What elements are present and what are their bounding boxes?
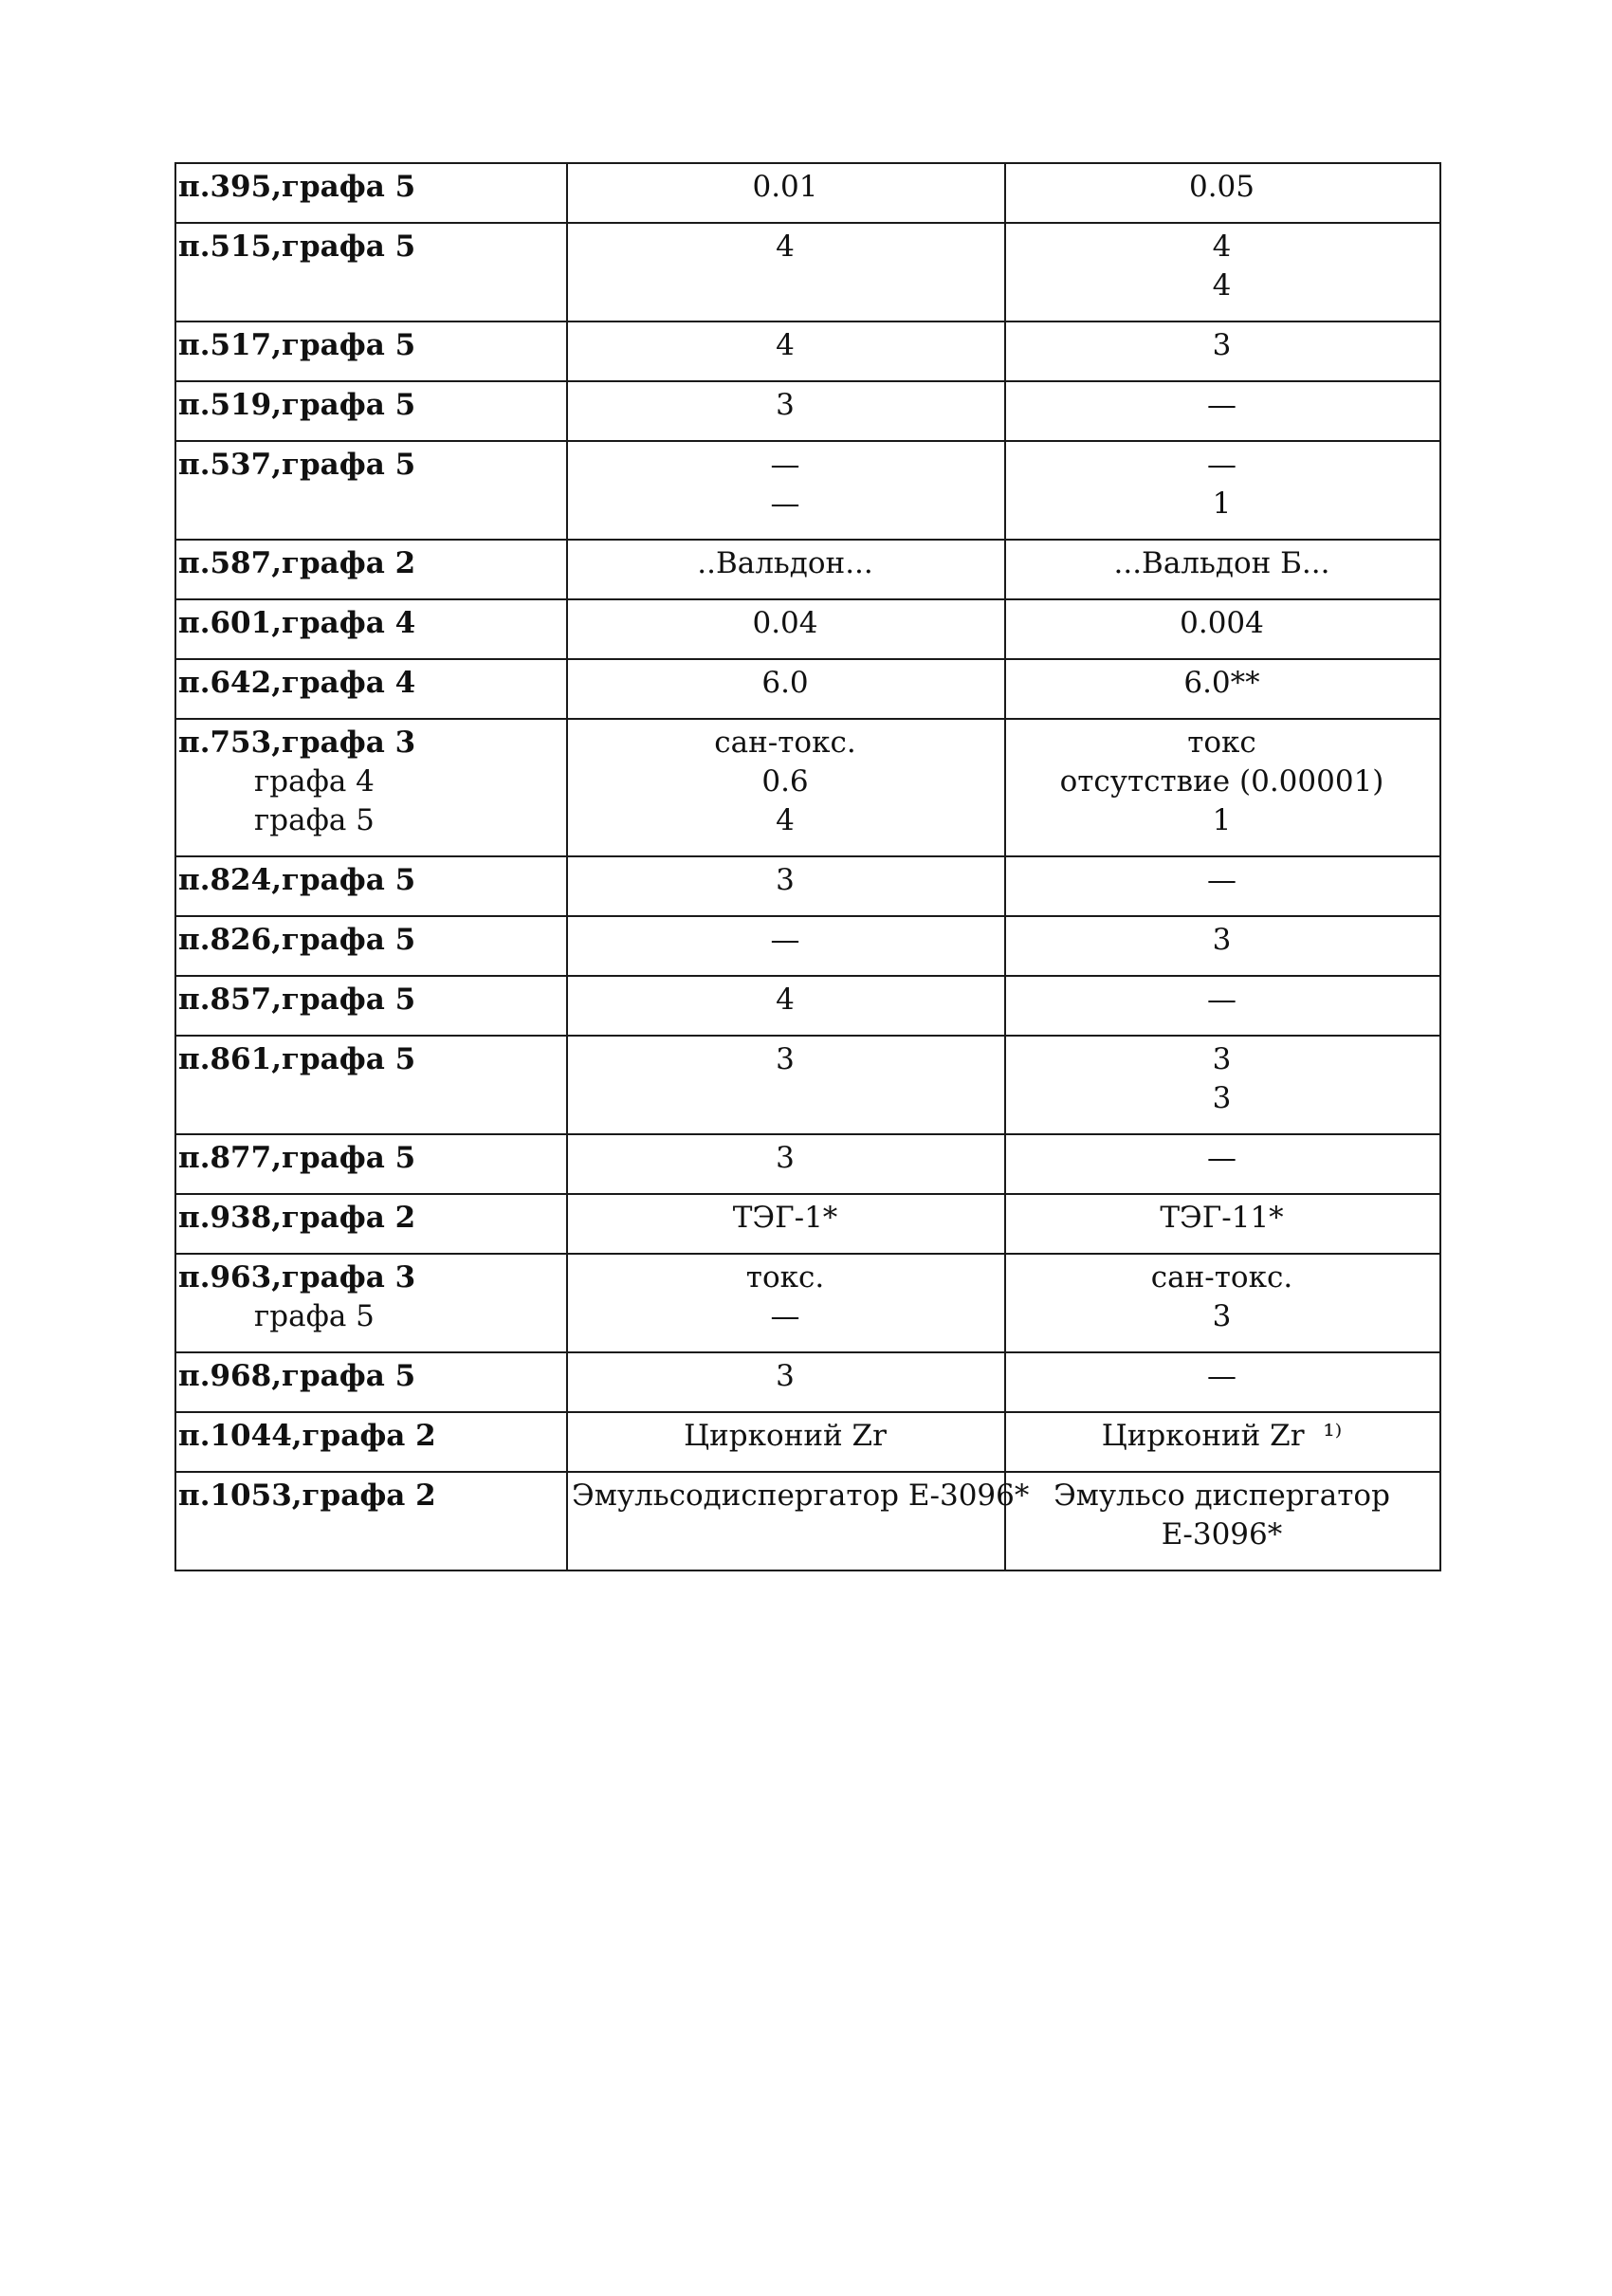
reference-cell <box>175 1412 567 1472</box>
new-value-cell <box>1005 1194 1440 1254</box>
table-row <box>175 659 1440 719</box>
new-value-line: 4 <box>1212 268 1232 303</box>
new-value-line: Эмульсо диспергатор <box>1053 1479 1390 1513</box>
old-value-line: — <box>770 448 800 482</box>
new-value-cell <box>1005 1036 1440 1134</box>
old-value-line: 3 <box>776 863 795 897</box>
old-value-cell <box>567 1036 1005 1134</box>
reference-cell <box>175 719 567 856</box>
new-value-line: 1 <box>1212 803 1232 837</box>
old-value-line: — <box>770 487 800 521</box>
new-value-line: 3 <box>1212 328 1232 362</box>
old-value-line: токс. <box>745 1260 825 1295</box>
reference-line: п.537,графа 5 <box>178 448 416 482</box>
new-value-line: 4 <box>1212 230 1232 264</box>
old-value-cell <box>567 856 1005 916</box>
reference-cell <box>175 1472 567 1570</box>
old-value-line: 3 <box>776 1141 795 1175</box>
new-value-cell <box>1005 223 1440 321</box>
old-value-cell <box>567 540 1005 599</box>
old-value-line: 3 <box>776 388 795 422</box>
reference-cell <box>175 1194 567 1254</box>
old-value-line: 4 <box>776 803 795 837</box>
table-row <box>175 381 1440 441</box>
table-row <box>175 321 1440 381</box>
new-value-cell <box>1005 1254 1440 1352</box>
old-value-cell <box>567 163 1005 223</box>
table-row <box>175 916 1440 976</box>
new-value-line: 3 <box>1212 923 1232 957</box>
new-value-cell <box>1005 163 1440 223</box>
reference-line: п.642,графа 4 <box>178 666 416 700</box>
old-value-cell <box>567 1472 1030 1570</box>
old-value-cell <box>567 1134 1005 1194</box>
reference-line: п.861,графа 5 <box>178 1042 416 1076</box>
new-value-line: 3 <box>1212 1042 1232 1076</box>
old-value-line: 3 <box>776 1042 795 1076</box>
reference-line: п.826,графа 5 <box>178 923 416 957</box>
old-value-line: ТЭГ-1* <box>732 1201 838 1235</box>
old-value-cell <box>567 659 1005 719</box>
table-row <box>175 1412 1440 1472</box>
reference-cell <box>175 1352 567 1412</box>
reference-line: п.857,графа 5 <box>178 983 416 1017</box>
reference-cell <box>175 856 567 916</box>
new-value-line: 0.004 <box>1180 606 1264 640</box>
reference-cell <box>175 659 567 719</box>
new-value-cell <box>1005 540 1440 599</box>
new-value-line: — <box>1207 1141 1236 1175</box>
old-value-cell <box>567 441 1005 540</box>
table-row <box>175 856 1440 916</box>
reference-line: п.517,графа 5 <box>178 328 416 362</box>
reference-line: п.601,графа 4 <box>178 606 416 640</box>
table-row <box>175 1194 1440 1254</box>
table-row <box>175 1254 1440 1352</box>
reference-line: п.515,графа 5 <box>178 230 416 264</box>
reference-line: графа 5 <box>254 803 375 837</box>
old-value-line: 4 <box>776 230 795 264</box>
new-value-cell <box>1005 659 1440 719</box>
table-row <box>175 540 1440 599</box>
old-value-line: Эмульсодиспергатор Е-3096* <box>572 1479 1030 1513</box>
table-row <box>175 599 1440 659</box>
new-value-line: Е-3096* <box>1161 1517 1283 1552</box>
new-value-line: 3 <box>1212 1081 1232 1115</box>
new-value-line: ...Вальдон Б... <box>1113 546 1330 580</box>
reference-line: графа 4 <box>254 764 375 799</box>
table-row <box>175 163 1440 223</box>
old-value-line: — <box>770 923 800 957</box>
new-value-cell <box>1005 1472 1440 1570</box>
table-row <box>175 1472 1440 1570</box>
reference-cell <box>175 163 567 223</box>
old-value-line: 4 <box>776 983 795 1017</box>
new-value-cell <box>1005 856 1440 916</box>
new-value-line: 0.05 <box>1188 170 1255 204</box>
new-value-cell <box>1005 321 1440 381</box>
old-value-line: Цирконий Zr <box>684 1419 887 1453</box>
reference-cell <box>175 1254 567 1352</box>
new-value-cell <box>1005 1134 1440 1194</box>
old-value-line: 0.01 <box>752 170 818 204</box>
reference-cell <box>175 916 567 976</box>
old-value-cell <box>567 976 1005 1036</box>
new-value-line: — <box>1207 448 1236 482</box>
new-value-cell <box>1005 719 1440 856</box>
old-value-line: сан-токс. <box>714 726 856 760</box>
reference-line: п.587,графа 2 <box>178 546 416 580</box>
reference-cell <box>175 321 567 381</box>
new-value-cell <box>1005 976 1440 1036</box>
reference-line: п.1053,графа 2 <box>178 1479 436 1513</box>
old-value-line: 6.0 <box>761 666 809 700</box>
reference-line: п.968,графа 5 <box>178 1359 416 1393</box>
amendments-table <box>174 162 1441 1571</box>
new-value-line: 6.0** <box>1183 666 1260 700</box>
reference-line: п.395,графа 5 <box>178 170 416 204</box>
old-value-cell <box>567 223 1005 321</box>
old-value-line: 4 <box>776 328 795 362</box>
new-value-cell <box>1005 1412 1440 1472</box>
old-value-cell <box>567 381 1005 441</box>
new-value-line: сан-токс. <box>1150 1260 1293 1295</box>
old-value-cell <box>567 599 1005 659</box>
new-value-cell <box>1005 916 1440 976</box>
reference-cell <box>175 976 567 1036</box>
new-value-line: — <box>1207 388 1236 422</box>
old-value-cell <box>567 1412 1005 1472</box>
reference-cell <box>175 381 567 441</box>
reference-cell <box>175 441 567 540</box>
table-row <box>175 223 1440 321</box>
old-value-cell <box>567 1194 1005 1254</box>
old-value-cell <box>567 1254 1005 1352</box>
table-row <box>175 441 1440 540</box>
reference-cell <box>175 1036 567 1134</box>
new-value-line: 1 <box>1212 487 1232 521</box>
reference-line: графа 5 <box>254 1299 375 1333</box>
table-row <box>175 719 1440 856</box>
reference-cell <box>175 223 567 321</box>
new-value-line: 3 <box>1212 1299 1232 1333</box>
new-value-line: Цирконий Zr ¹⁾ <box>1101 1419 1343 1453</box>
new-value-line: — <box>1207 983 1236 1017</box>
reference-line: п.1044,графа 2 <box>178 1419 436 1453</box>
old-value-line: ..Вальдон... <box>697 546 873 580</box>
amendments-table-body <box>175 163 1440 1570</box>
new-value-cell <box>1005 381 1440 441</box>
reference-cell <box>175 540 567 599</box>
old-value-cell <box>567 1352 1005 1412</box>
old-value-line: 0.6 <box>761 764 809 799</box>
new-value-cell <box>1005 1352 1440 1412</box>
new-value-cell <box>1005 599 1440 659</box>
table-row <box>175 1352 1440 1412</box>
reference-line: п.753,графа 3 <box>178 726 416 760</box>
old-value-line: 3 <box>776 1359 795 1393</box>
old-value-line: — <box>770 1299 800 1333</box>
old-value-cell <box>567 719 1005 856</box>
reference-line: п.938,графа 2 <box>178 1201 416 1235</box>
old-value-cell <box>567 916 1005 976</box>
reference-line: п.877,графа 5 <box>178 1141 416 1175</box>
table-row <box>175 976 1440 1036</box>
new-value-line: ТЭГ-11* <box>1160 1201 1284 1235</box>
table-row <box>175 1134 1440 1194</box>
reference-cell <box>175 599 567 659</box>
reference-line: п.963,графа 3 <box>178 1260 416 1295</box>
old-value-line: 0.04 <box>752 606 818 640</box>
new-value-line: токс <box>1187 726 1256 760</box>
new-value-cell <box>1005 441 1440 540</box>
reference-line: п.519,графа 5 <box>178 388 416 422</box>
new-value-line: — <box>1207 863 1236 897</box>
new-value-line: — <box>1207 1359 1236 1393</box>
new-value-line: отсутствие (0.00001) <box>1059 764 1384 799</box>
reference-line: п.824,графа 5 <box>178 863 416 897</box>
old-value-cell <box>567 321 1005 381</box>
reference-cell <box>175 1134 567 1194</box>
table-row <box>175 1036 1440 1134</box>
